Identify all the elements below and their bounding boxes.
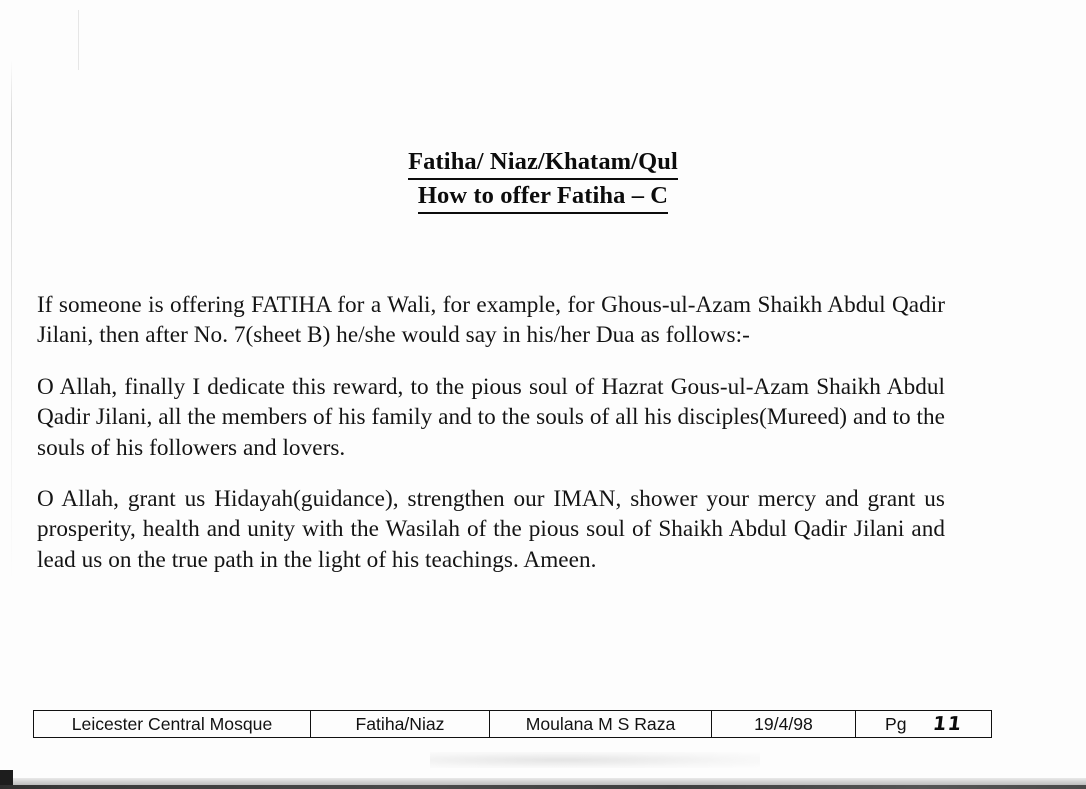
document-footer-table <box>33 710 992 738</box>
page-number-group <box>860 713 987 735</box>
footer-cell-topic: Fatiha/Niaz <box>311 711 490 738</box>
footer-cell-page <box>856 711 992 738</box>
heading-line-1 <box>0 146 1086 180</box>
document-heading <box>0 146 1086 214</box>
scan-artifact-bottom-edge <box>0 785 1086 789</box>
scan-artifact-vertical-streak <box>11 60 12 580</box>
page-number-handwritten: 11 <box>931 713 964 735</box>
scan-artifact-smudge <box>430 752 760 768</box>
heading-line-1-text: Fatiha/ Niaz/Khatam/Qul <box>408 146 678 180</box>
footer-cell-organisation: Leicester Central Mosque <box>34 711 311 738</box>
footer-cell-date: 19/4/98 <box>712 711 856 738</box>
footer-cell-author: Moulana M S Raza <box>490 711 712 738</box>
heading-line-2 <box>0 180 1086 214</box>
scan-artifact-top-streak <box>78 10 79 70</box>
scan-artifact-bottom-band <box>0 778 1086 785</box>
document-body <box>37 290 945 575</box>
paragraph-1: If someone is offering FATIHA for a Wali, for example, for Ghous-ul-Azam Shaikh Abdul Qadir Jilani, then after No. 7(sheet B) he/she would say in his/her Dua as follows:- <box>37 292 945 349</box>
heading-line-2-text: How to offer Fatiha – C <box>418 180 668 214</box>
paragraph-2: O Allah, finally I dedicate this reward, to the pious soul of Hazrat Gous-ul-Azam Shaikh Abdul Qadir Jilani, all the members of his family and to the souls of all his disciples(Mureed) and to the souls of his followers and lovers. <box>37 373 945 461</box>
table-row <box>34 711 992 738</box>
scan-artifact-corner-block <box>0 770 13 785</box>
paragraph-3: O Allah, grant us Hidayah(guidance), strengthen our IMAN, shower your mercy and grant us prosperity, health and unity with the Wasilah of the pious soul of Shaikh Abdul Qadir Jilani and lead us on the true path in the light of his teachings. Ameen. <box>37 486 945 573</box>
page-label: Pg <box>885 714 907 734</box>
